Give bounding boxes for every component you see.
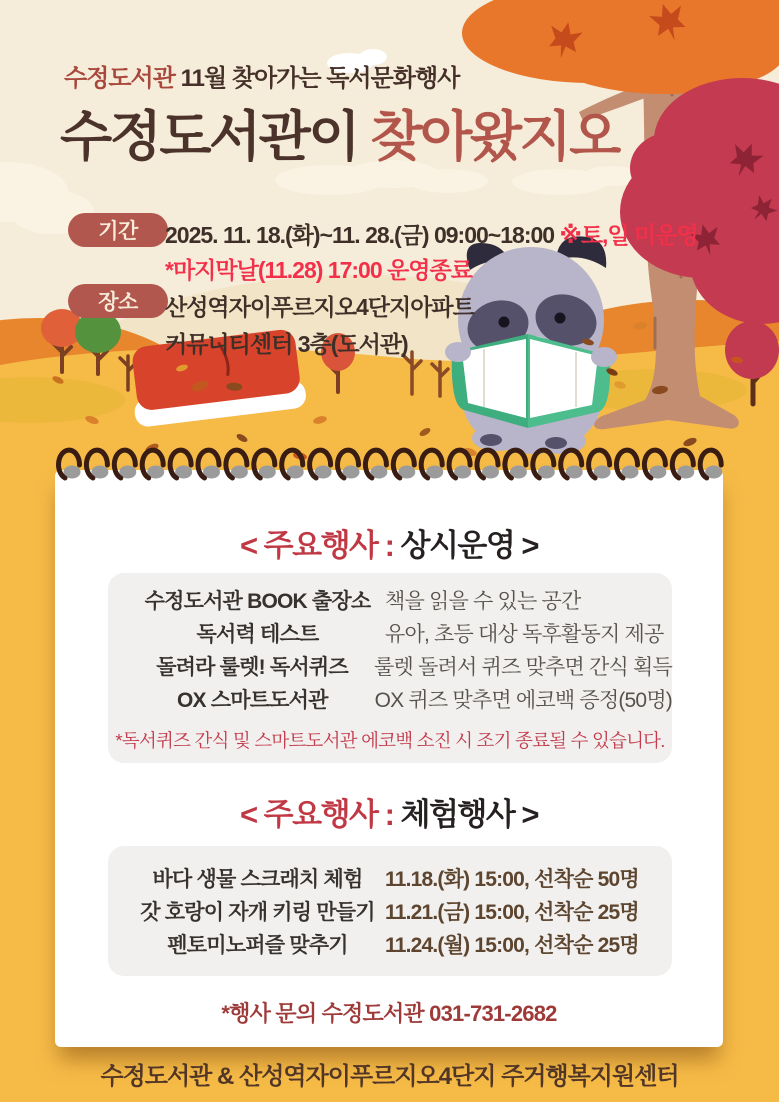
event-name: 수정도서관 BOOK 출장소 [144,589,371,613]
event-desc: 책을 읽을 수 있는 공간 [385,589,581,613]
event-desc: 유아, 초등 대상 독후활동지 제공 [385,622,664,646]
section-heading-regular [55,520,723,565]
period-line [165,217,698,250]
event-desc: 룰렛 돌려서 퀴즈 맞추면 간식 획득 [374,655,672,679]
table-row [108,895,672,928]
place-badge: 장소 [68,284,168,318]
eyebrow-highlight: 수정도서관 [64,65,175,92]
place-line1: 산성역자이푸르지오4단지아파트 [165,294,474,320]
table-row [108,616,672,649]
event-name: 펜토미노퍼즐 맞추기 [167,934,348,957]
table-row [108,682,672,715]
title-main: 수정도서관이 [60,107,358,167]
event-name: 갓 호랑이 자개 키링 만들기 [140,901,375,924]
period-sub-line: *마지막날(11.28) 17:00 운영종료 [165,257,472,283]
regular-events-box [108,573,672,763]
eyebrow-rest: 11월 찾아가는 독서문화행사 [174,65,460,92]
event-name: 돌려라 룰렛! 독서퀴즈 [156,655,348,679]
event-name: 독서력 테스트 [196,622,319,646]
regular-events-note: *독서퀴즈 간식 및 스마트도서관 에코백 소진 시 조기 종료될 수 있습니다. [115,730,665,751]
period-note: ※토,일 미운영 [559,222,698,248]
contact-line: *행사 문의 수정도서관 031-731-2682 [221,1001,557,1026]
spiral-binding [0,438,779,498]
table-row [108,862,672,895]
eyebrow-title [64,58,459,93]
heading-accent: < 주요행사 : [239,528,401,563]
event-name: OX 스마트도서관 [176,688,328,712]
event-schedule: 11.18.(화) 15:00, 선착순 50명 [385,868,639,891]
table-row [108,583,672,616]
event-desc: OX 퀴즈 맞추면 에코백 증정(50명) [374,688,672,712]
event-name: 바다 생물 스크래치 체험 [152,868,363,891]
period-badge: 기간 [68,213,168,247]
footer-organizations: 수정도서관 & 산성역자이푸르지오4단지 주거행복지원센터 [100,1063,679,1090]
title-accent: 찾아왔지오 [357,107,619,167]
heading-accent: < 주요행사 : [239,797,401,832]
table-row [108,649,672,682]
event-schedule: 11.21.(금) 15:00, 선착순 25명 [385,901,639,924]
table-row [108,928,672,961]
heading-main: 상시운영 > [400,528,539,563]
event-schedule: 11.24.(월) 15:00, 선착순 25명 [385,934,639,957]
experience-events-box [108,846,672,976]
heading-main: 체험행사 > [400,797,539,832]
section-heading-experience [55,789,723,834]
place-line2: 커뮤니티센터 3층(도서관) [165,331,408,357]
period-main: 2025. 11. 18.(화)~11. 28.(금) 09:00~18:00 [165,222,560,248]
page-title [60,94,619,171]
